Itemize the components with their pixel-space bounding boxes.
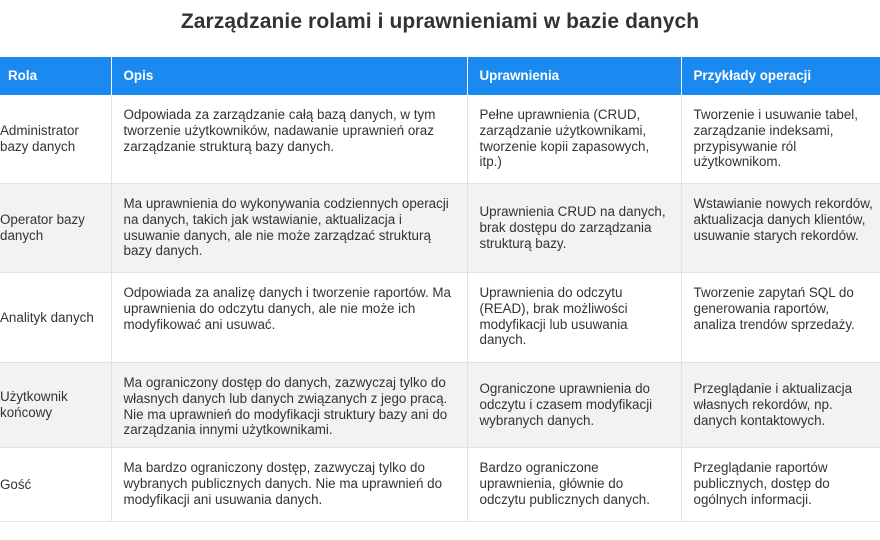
cell-description: Ma bardzo ograniczony dostęp, zazwyczaj tylko do wybranych publicznych danych. Nie ma uprawnień do modyfikacji ani usuwania danych. <box>111 448 467 522</box>
table-row <box>0 448 880 522</box>
page-title: Zarządzanie rolami i uprawnieniami w bazie danych <box>180 10 700 33</box>
cell-permissions: Ograniczone uprawnienia do odczytu i czasem modyfikacji wybranych danych. <box>467 363 681 448</box>
table-row <box>0 273 880 363</box>
cell-examples: Tworzenie zapytań SQL do generowania raportów, analiza trendów sprzedaży. <box>681 273 880 363</box>
cell-role: Operator bazy danych <box>0 184 111 273</box>
cell-examples: Wstawianie nowych rekordów, aktualizacja danych klientów, usuwanie starych rekordów. <box>681 184 880 273</box>
header-description: Opis <box>111 57 467 95</box>
cell-examples: Tworzenie i usuwanie tabel, zarządzanie indeksami, przypisywanie ról użytkownikom. <box>681 95 880 184</box>
table-header-row <box>0 57 880 95</box>
cell-role: Gość <box>0 448 111 522</box>
header-permissions: Uprawnienia <box>467 57 681 95</box>
cell-examples: Przeglądanie raportów publicznych, dostęp do ogólnych informacji. <box>681 448 880 522</box>
roles-table <box>0 57 880 522</box>
cell-examples: Przeglądanie i aktualizacja własnych rekordów, np. danych kontaktowych. <box>681 363 880 448</box>
cell-role: Analityk danych <box>0 273 111 363</box>
table-row <box>0 363 880 448</box>
cell-permissions: Uprawnienia do odczytu (READ), brak możliwości modyfikacji lub usuwania danych. <box>467 273 681 363</box>
cell-description: Odpowiada za analizę danych i tworzenie raportów. Ma uprawnienia do odczytu danych, ale nie może ich modyfikować ani usuwać. <box>111 273 467 363</box>
table-row <box>0 95 880 184</box>
header-examples: Przykłady operacji <box>681 57 880 95</box>
cell-permissions: Pełne uprawnienia (CRUD, zarządzanie użytkownikami, tworzenie kopii zapasowych, itp.) <box>467 95 681 184</box>
cell-description: Odpowiada za zarządzanie całą bazą danych, w tym tworzenie użytkowników, nadawanie uprawnień oraz zarządzanie strukturą bazy danych. <box>111 95 467 184</box>
table-row <box>0 184 880 273</box>
cell-permissions: Uprawnienia CRUD na danych, brak dostępu do zarządzania strukturą bazy. <box>467 184 681 273</box>
cell-role: Administrator bazy danych <box>0 95 111 184</box>
header-role: Rola <box>0 57 111 95</box>
cell-description: Ma ograniczony dostęp do danych, zazwyczaj tylko do własnych danych lub danych związanych z jego pracą. Nie ma uprawnień do modyfikacji struktury bazy ani do zarządzania innymi użytkownikami. <box>111 363 467 448</box>
cell-description: Ma uprawnienia do wykonywania codziennych operacji na danych, takich jak wstawianie, aktualizacja i usuwanie danych, ale nie może zarządzać strukturą bazy danych. <box>111 184 467 273</box>
cell-role: Użytkownik końcowy <box>0 363 111 448</box>
cell-permissions: Bardzo ograniczone uprawnienia, głównie do odczytu publicznych danych. <box>467 448 681 522</box>
